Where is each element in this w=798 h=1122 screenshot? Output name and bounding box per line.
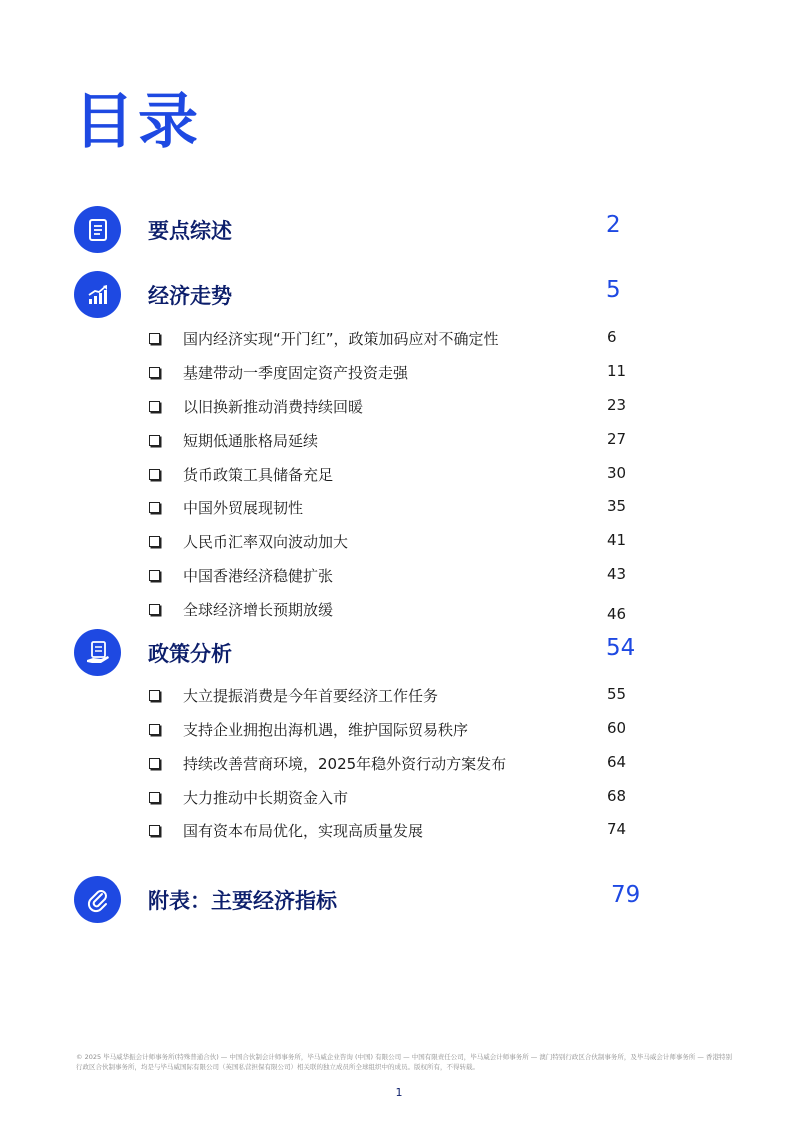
page-title: 目录 xyxy=(74,87,202,157)
toc-item-label: 大立提振消费是今年首要经济工作任务 xyxy=(183,687,439,705)
checkbox-bullet-icon xyxy=(149,435,160,446)
toc-item-label: 中国香港经济稳健扩张 xyxy=(183,567,334,585)
toc-item[interactable] xyxy=(0,328,798,352)
toc-item[interactable] xyxy=(0,362,798,386)
toc-item-label: 国内经济实现“开门红”，政策加码应对不确定性 xyxy=(183,330,499,348)
toc-item-page: 23 xyxy=(607,396,627,414)
toc-item-label: 大力推动中长期资金入市 xyxy=(183,789,349,807)
section-title: 附表：主要经济指标 xyxy=(148,889,337,913)
toc-item-page: 41 xyxy=(607,531,627,549)
toc-item-page: 74 xyxy=(607,820,627,838)
checkbox-bullet-icon xyxy=(149,724,160,735)
toc-item-label: 基建带动一季度固定资产投资走强 xyxy=(183,364,409,382)
page-number: 1 xyxy=(395,1086,403,1099)
checkbox-bullet-icon xyxy=(149,502,160,513)
paperclip-icon xyxy=(74,876,121,923)
section-title: 要点综述 xyxy=(148,219,232,243)
toc-item[interactable] xyxy=(0,753,798,777)
checkbox-bullet-icon xyxy=(149,333,160,344)
toc-item-label: 中国外贸展现韧性 xyxy=(183,499,304,517)
toc-item-label: 国有资本布局优化，实现高质量发展 xyxy=(183,822,424,840)
toc-item[interactable] xyxy=(0,565,798,589)
toc-item[interactable] xyxy=(0,599,798,623)
section-title: 政策分析 xyxy=(148,642,232,666)
toc-item-page: 68 xyxy=(607,787,627,805)
checkbox-bullet-icon xyxy=(149,536,160,547)
toc-item[interactable] xyxy=(0,464,798,488)
checkbox-bullet-icon xyxy=(149,825,160,836)
toc-item[interactable] xyxy=(0,685,798,709)
toc-item-label: 货币政策工具储备充足 xyxy=(183,466,334,484)
copyright-footer: © 2025 毕马威华振会计师事务所(特殊普通合伙) — 中国合伙制会计师事务所，毕马威企业咨询 (中国) 有限公司 — 中国有限责任公司，毕马威会计师事务所 — 澳门特别行政区合伙制事务所，及毕马威会计师事务所 — 香港特别行政区合伙制事务所，均是与毕马威国际有限公司（英国私营担保有限公司）相关联的独立成员所全球组织中的成员。版权所有，不得转载。 xyxy=(76,1053,732,1071)
toc-item-page: 60 xyxy=(607,719,627,737)
toc-section-overview[interactable] xyxy=(0,206,798,256)
toc-item-page: 35 xyxy=(607,497,627,515)
toc-section-economic-trends[interactable] xyxy=(0,271,798,321)
toc-item-page: 43 xyxy=(607,565,627,583)
toc-item-page: 64 xyxy=(607,753,627,771)
section-page-number: 2 xyxy=(606,212,621,238)
toc-item[interactable] xyxy=(0,430,798,454)
checkbox-bullet-icon xyxy=(149,792,160,803)
toc-item-label: 持续改善营商环境，2025年稳外资行动方案发布 xyxy=(183,755,507,773)
toc-item[interactable] xyxy=(0,719,798,743)
toc-item-label: 人民币汇率双向波动加大 xyxy=(183,533,349,551)
checkbox-bullet-icon xyxy=(149,401,160,412)
toc-item-page: 55 xyxy=(607,685,627,703)
document-hand-icon xyxy=(74,629,121,676)
toc-item[interactable] xyxy=(0,787,798,811)
toc-item-page: 46 xyxy=(607,605,627,623)
toc-item-label: 短期低通胀格局延续 xyxy=(183,432,319,450)
toc-item[interactable] xyxy=(0,531,798,555)
section-page-number: 5 xyxy=(606,277,621,303)
toc-item-label: 全球经济增长预期放缓 xyxy=(183,601,334,619)
section-page-number: 54 xyxy=(606,635,636,661)
toc-section-appendix[interactable] xyxy=(0,876,798,926)
section-title: 经济走势 xyxy=(148,284,232,308)
checkbox-bullet-icon xyxy=(149,604,160,615)
toc-item-label: 以旧换新推动消费持续回暖 xyxy=(183,398,364,416)
toc-item-page: 30 xyxy=(607,464,627,482)
toc-item[interactable] xyxy=(0,497,798,521)
checkbox-bullet-icon xyxy=(149,758,160,769)
bar-chart-growth-icon xyxy=(74,271,121,318)
toc-item[interactable] xyxy=(0,820,798,844)
toc-item-label: 支持企业拥抱出海机遇，维护国际贸易秩序 xyxy=(183,721,469,739)
toc-item-page: 6 xyxy=(607,328,617,346)
checkbox-bullet-icon xyxy=(149,469,160,480)
toc-item-page: 11 xyxy=(607,362,627,380)
toc-item-page: 27 xyxy=(607,430,627,448)
toc-item[interactable] xyxy=(0,396,798,420)
checkbox-bullet-icon xyxy=(149,690,160,701)
toc-section-policy-analysis[interactable] xyxy=(0,629,798,679)
checkbox-bullet-icon xyxy=(149,367,160,378)
section-page-number: 79 xyxy=(611,882,641,908)
document-list-icon xyxy=(74,206,121,253)
checkbox-bullet-icon xyxy=(149,570,160,581)
